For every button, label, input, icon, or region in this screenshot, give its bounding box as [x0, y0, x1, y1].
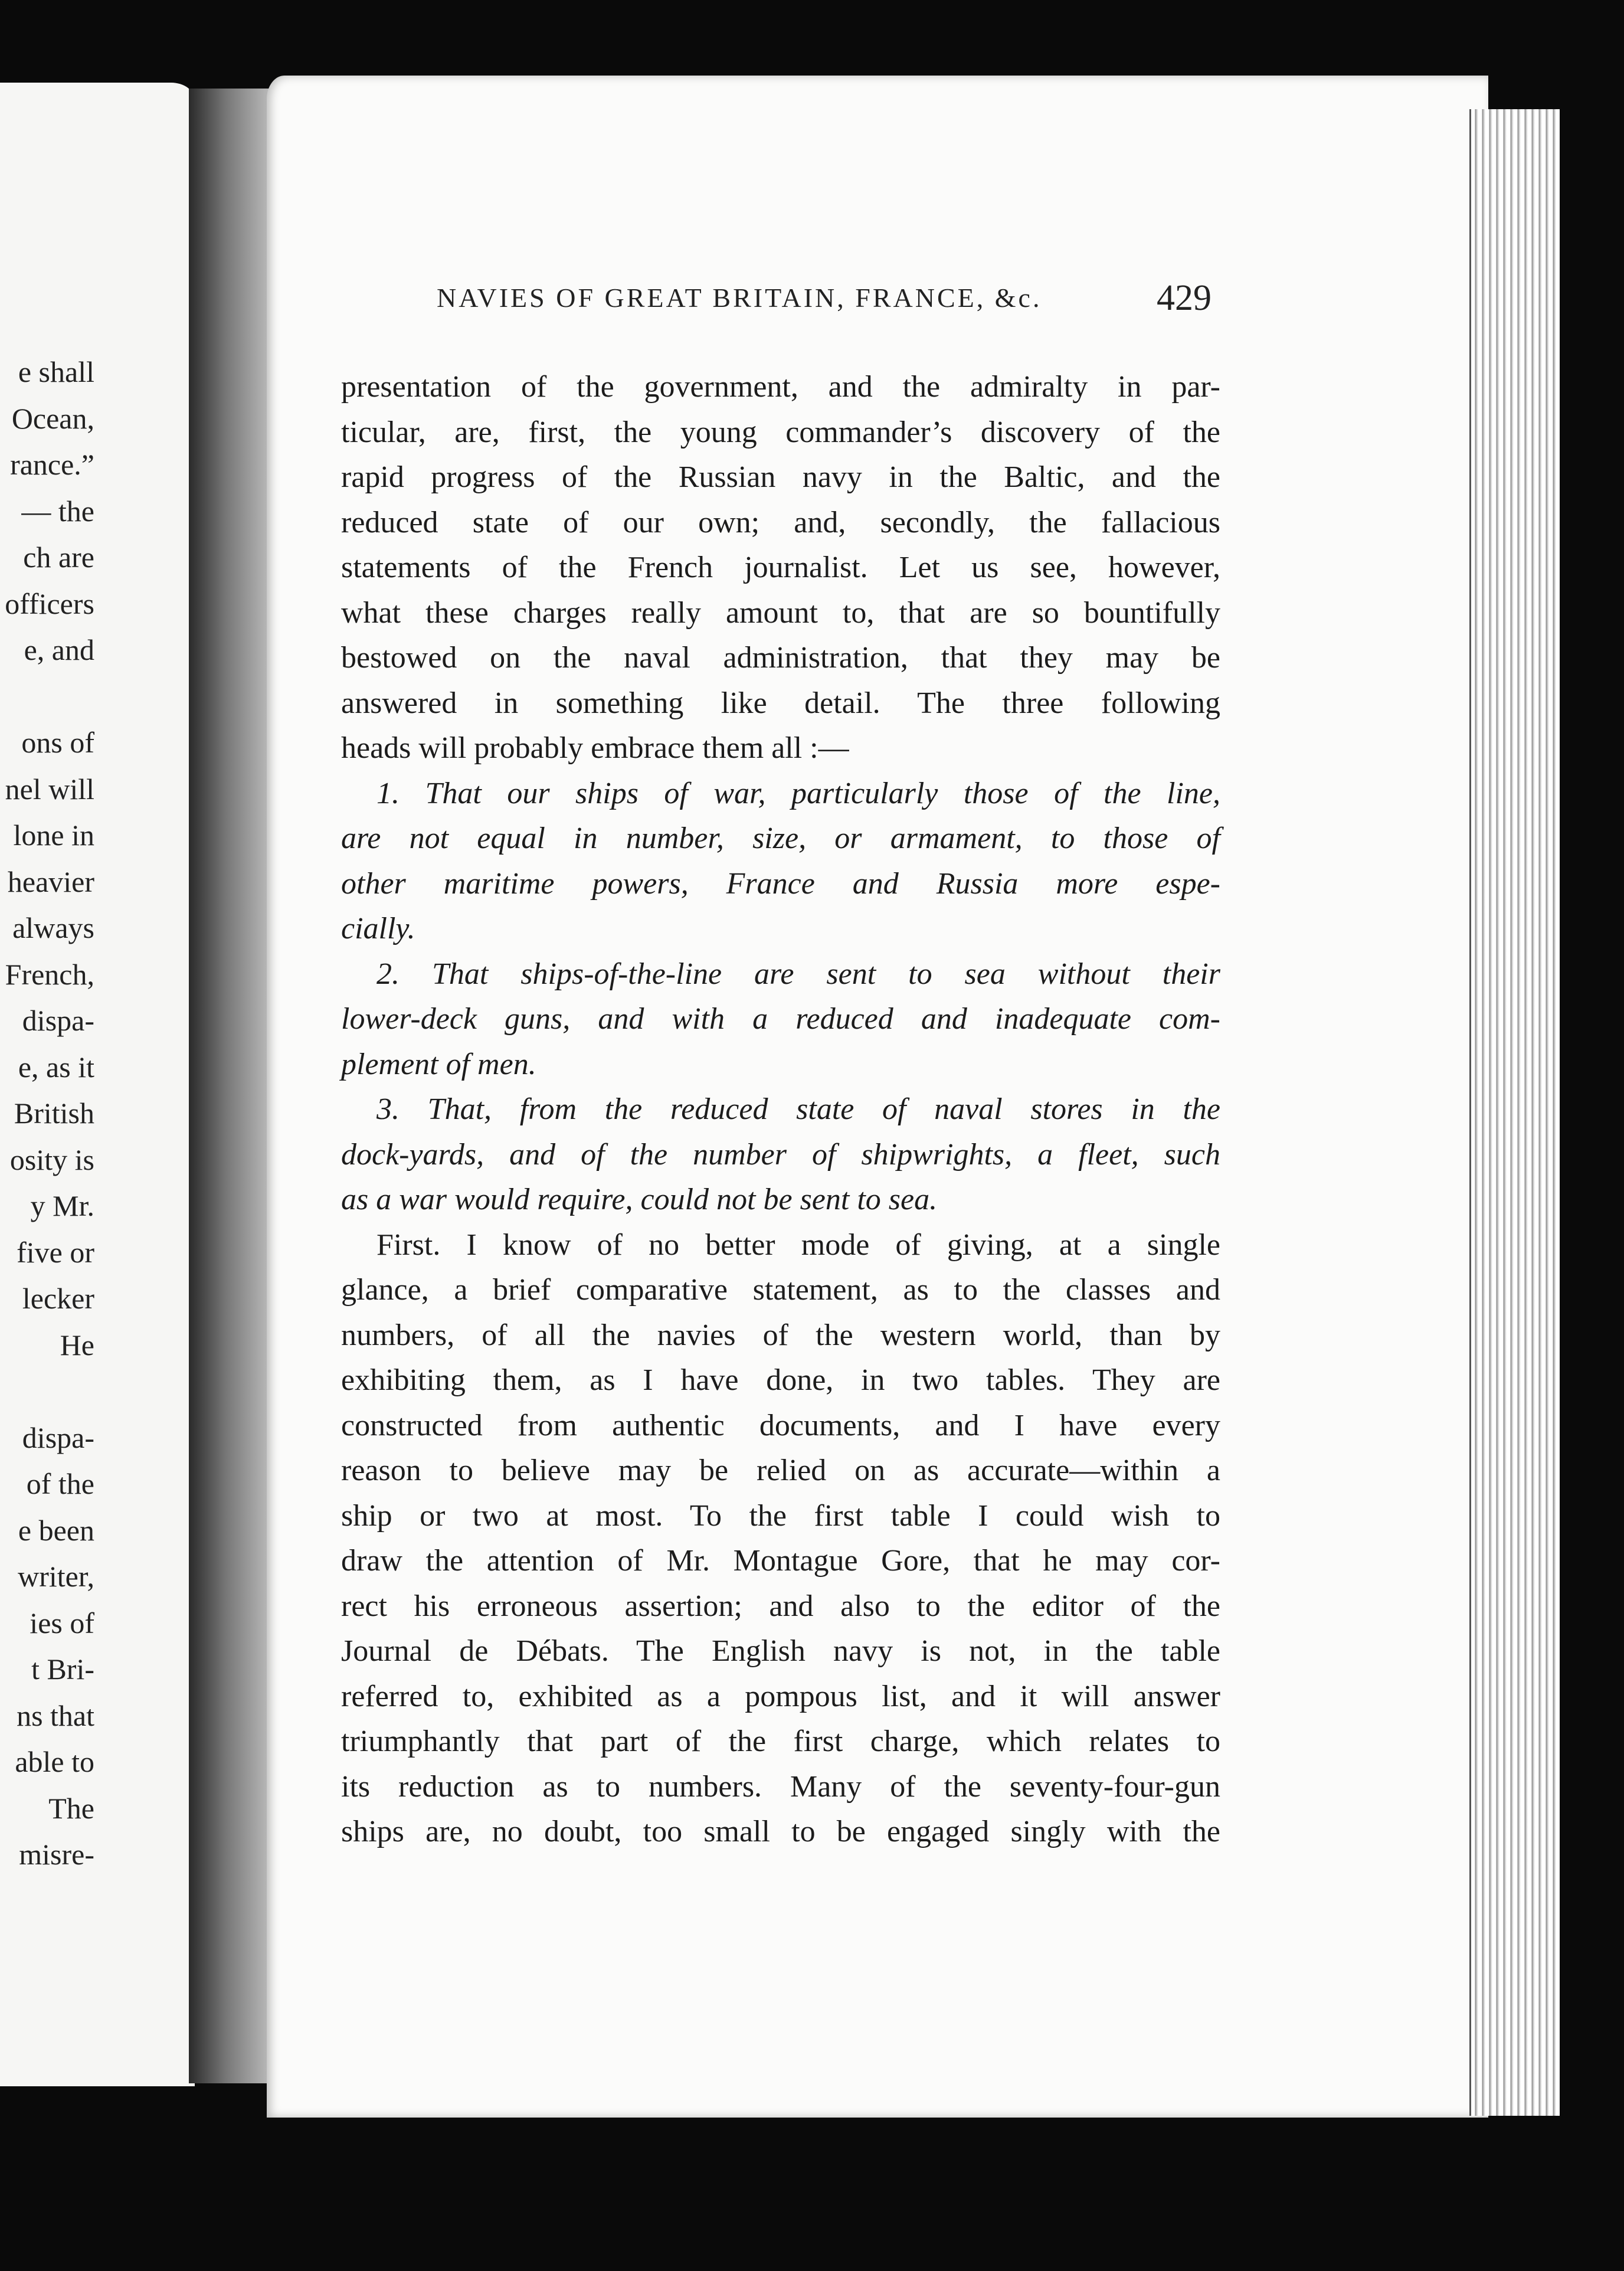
left-page-line: heavier: [7, 865, 94, 898]
left-page: [0, 83, 195, 2086]
left-page-line: ns that: [17, 1699, 94, 1732]
left-page-line: able to: [15, 1745, 94, 1778]
text-line: bestowed on the naval administration, that they may be: [341, 641, 1220, 675]
text-line: its reduction as to numbers. Many of the seventy-four-gun: [341, 1769, 1220, 1804]
left-page-line: lecker: [22, 1282, 94, 1315]
text-line: other maritime powers, France and Russia more espe-: [341, 866, 1220, 901]
left-page-line: osity is: [9, 1143, 94, 1176]
left-page-line: e, as it: [18, 1050, 94, 1084]
text-line: constructed from authentic documents, and I have every: [341, 1408, 1220, 1442]
text-line: as a war would require, could not be sent to sea.: [341, 1183, 938, 1216]
text-line: what these charges really amount to, that are so bountifully: [341, 595, 1220, 630]
left-page-line: French,: [5, 957, 94, 991]
page-number: 429: [1157, 278, 1212, 318]
text-line: presentation of the government, and the admiralty in par-: [341, 370, 1220, 404]
text-line: dock-yards, and of the number of shipwrights, a fleet, such: [341, 1137, 1220, 1172]
left-page-line: dispa-: [22, 1421, 94, 1454]
gutter-shadow: [189, 89, 271, 2083]
text-line: rect his erroneous assertion; and also to the editor of the: [341, 1589, 1220, 1623]
text-line: ship or two at most. To the first table I could wish to: [341, 1498, 1220, 1533]
text-line: plement of men.: [341, 1047, 536, 1081]
left-page-line: officers: [5, 587, 94, 620]
text-line: statements of the French journalist. Let us see, however,: [341, 551, 1220, 584]
left-page-line: British: [14, 1097, 94, 1130]
left-page-line: rance.”: [10, 448, 94, 481]
text-line: answered in something like detail. The three following: [341, 686, 1220, 720]
text-line: referred to, exhibited as a pompous list, and it will answer: [341, 1679, 1220, 1713]
left-page-line: ies of: [30, 1606, 94, 1640]
text-line: 2. That ships-of-the-line are sent to sea without their: [376, 957, 1220, 991]
left-page-line: lone in: [13, 819, 94, 852]
text-line: draw the attention of Mr. Montague Gore, that he may cor-: [341, 1544, 1220, 1578]
left-page-line: of the: [26, 1467, 94, 1500]
left-page-line: ch are: [23, 541, 94, 574]
left-page-line: always: [12, 911, 94, 944]
left-page-line: ons of: [21, 726, 94, 759]
left-page-line: e, and: [24, 633, 94, 666]
text-line: 3. That, from the reduced state of naval stores in the: [376, 1092, 1220, 1126]
left-page-line: — the: [21, 494, 94, 528]
left-page-line: Ocean,: [11, 401, 94, 435]
text-line: First. I know of no better mode of giving, at a single: [376, 1228, 1220, 1262]
text-line: are not equal in number, size, or armament, to those of: [341, 822, 1220, 855]
text-line: rapid progress of the Russian navy in the Baltic, and the: [341, 460, 1220, 494]
text-line: exhibiting them, as I have done, in two tables. They are: [341, 1363, 1220, 1397]
left-page-line: e been: [18, 1513, 94, 1547]
text-line: reason to believe may be relied on as accurate—within a: [341, 1454, 1220, 1487]
text-line: lower-deck guns, and with a reduced and inadequate com-: [341, 1002, 1220, 1036]
left-page-line: writer,: [18, 1560, 94, 1593]
page-edges: [1469, 109, 1560, 2116]
left-page-line: nel will: [5, 772, 94, 806]
text-line: glance, a brief comparative statement, as to the classes and: [341, 1273, 1220, 1307]
text-line: ships are, no doubt, too small to be engaged singly with the: [341, 1815, 1220, 1848]
left-page-line: He: [60, 1328, 94, 1362]
text-line: triumphantly that part of the first charge, which relates to: [341, 1724, 1220, 1758]
text-line: ticular, are, first, the young commander’s discovery of the: [341, 415, 1220, 449]
text-line: heads will probably embrace them all :—: [341, 731, 849, 765]
text-line: reduced state of our own; and, secondly, the fallacious: [341, 505, 1220, 539]
left-page-line: e shall: [18, 355, 94, 388]
left-page-line: five or: [17, 1235, 94, 1269]
text-line: 1. That our ships of war, particularly those of the line,: [376, 776, 1220, 810]
left-page-line: misre-: [19, 1838, 94, 1871]
left-page-line: y Mr.: [30, 1189, 94, 1222]
left-page-line: The: [48, 1791, 94, 1825]
text-line: cially.: [341, 912, 415, 945]
body-text: [341, 365, 1220, 1855]
running-head: NAVIES OF GREAT BRITAIN, FRANCE, &c.: [437, 283, 1042, 313]
left-page-line: t Bri-: [31, 1652, 94, 1686]
text-line: Journal de Débats. The English navy is not, in the table: [341, 1634, 1220, 1668]
left-page-line: dispa-: [22, 1004, 94, 1037]
text-line: numbers, of all the navies of the western world, than by: [341, 1318, 1220, 1352]
